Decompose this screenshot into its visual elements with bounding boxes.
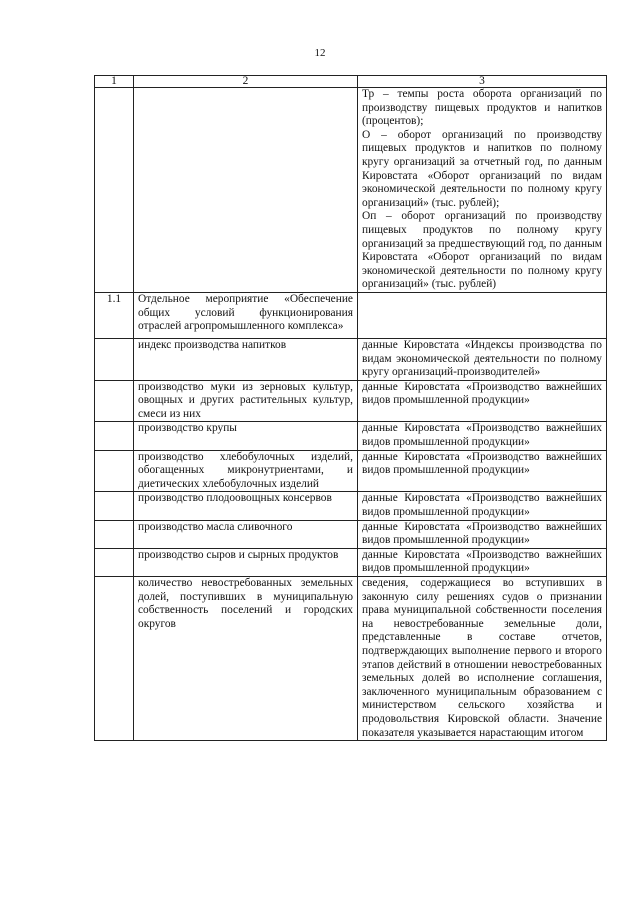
row-indicator: производство сыров и сырных продуктов (134, 548, 358, 576)
header-col-1: 1 (95, 76, 134, 88)
row-num (95, 520, 134, 548)
row-indicator: производство масла сливочного (134, 520, 358, 548)
header-col-3: 3 (358, 76, 607, 88)
row-source: данные Кировстата «Производство важнейших видов промышленной продукции» (358, 548, 607, 576)
row-source: данные Кировстата «Производство важнейших видов промышленной продукции» (358, 422, 607, 450)
row-source: данные Кировстата «Индексы производства по видам экономической деятельности по полному кругу организаций-производителей» (358, 338, 607, 380)
row-num (95, 577, 134, 741)
row-num (95, 380, 134, 422)
section-row-num: 1.1 (95, 292, 134, 338)
table-row (95, 492, 607, 520)
row-num (95, 450, 134, 492)
row-indicator: производство плодоовощных консервов (134, 492, 358, 520)
row-num (95, 492, 134, 520)
row-num (95, 548, 134, 576)
table-row (95, 450, 607, 492)
row-indicator: производство хлебобулочных изделий, обогащенных микронутриентами, и диетических хлебобулочных изделий (134, 450, 358, 492)
table-row (95, 422, 607, 450)
row-num (95, 422, 134, 450)
row-indicator: индекс производства напитков (134, 338, 358, 380)
row-source: данные Кировстата «Производство важнейших видов промышленной продукции» (358, 520, 607, 548)
table-header-row (95, 76, 607, 88)
section-row (95, 292, 607, 338)
row-source: сведения, содержащиеся во вступивших в законную силу решениях судов о признании права муниципальной собственности поселения на невостребованные земельные доли, представленные в составе отчетов, подтверждающих выполнение первого и второго этапов действий в отношении невостребованных земельных долей во исполнение соглашения, заключенного муниципальным образованием с министерством сельского хозяйства и продовольствия Кировской области. Значение показателя указывается нарастающим итогом (358, 577, 607, 741)
table-row (95, 338, 607, 380)
row-source: данные Кировстата «Производство важнейших видов промышленной продукции» (358, 450, 607, 492)
intro-row-source: Тр – темпы роста оборота организаций по производству пищевых продуктов и напитков (процентов); О – оборот организаций по производству пищевых продуктов и напитков по полному кругу организаций за отчетный год, по данным Кировстата «Оборот организаций по видам экономической деятельности по полному кругу организаций» (тыс. рублей); Оп – оборот организаций по производству пищевых продуктов по полному кругу организаций за предшествующий год, по данным Кировстата «Оборот организаций по видам экономической деятельности по полному кругу организаций» (тыс. рублей) (358, 88, 607, 293)
row-source: данные Кировстата «Производство важнейших видов промышленной продукции» (358, 380, 607, 422)
intro-row-num (95, 88, 134, 293)
section-row-indicator: Отдельное мероприятие «Обеспечение общих условий функционирования отраслей агропромышленного комплекса» (134, 292, 358, 338)
header-col-2: 2 (134, 76, 358, 88)
row-indicator: производство крупы (134, 422, 358, 450)
intro-row (95, 88, 607, 293)
page-number: 12 (314, 47, 326, 59)
indicators-table (94, 75, 607, 741)
table-row (95, 548, 607, 576)
intro-row-indicator (134, 88, 358, 293)
table-row (95, 577, 607, 741)
section-row-source (358, 292, 607, 338)
table-row (95, 380, 607, 422)
table-row (95, 520, 607, 548)
row-indicator: количество невостребованных земельных долей, поступивших в муниципальную собственность поселений и городских округов (134, 577, 358, 741)
row-num (95, 338, 134, 380)
row-indicator: производство муки из зерновых культур, овощных и других растительных культур, смеси из них (134, 380, 358, 422)
row-source: данные Кировстата «Производство важнейших видов промышленной продукции» (358, 492, 607, 520)
